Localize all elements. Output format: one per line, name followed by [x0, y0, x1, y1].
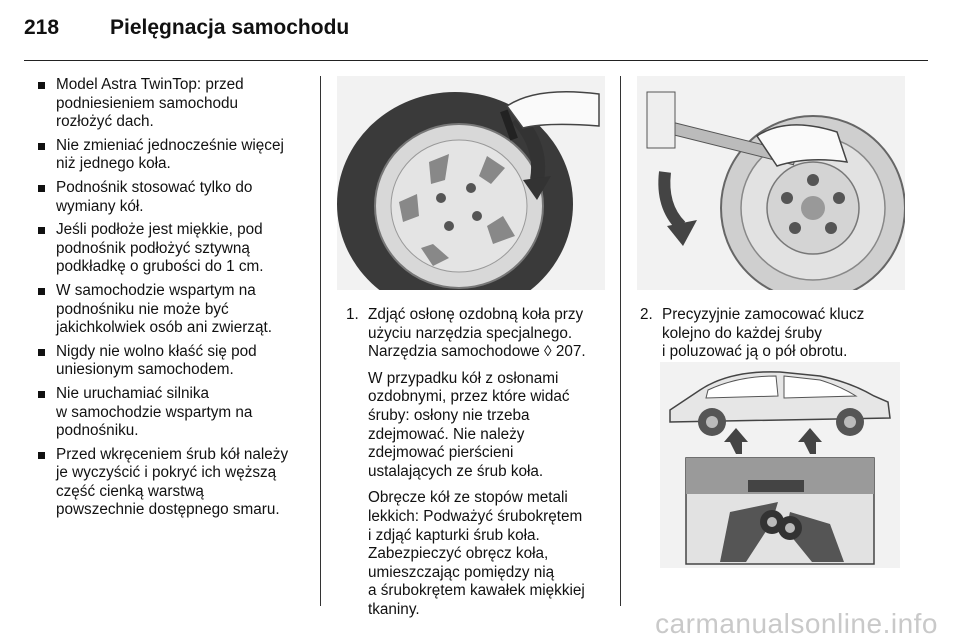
list-item: Podnośnik stosować tylko do wymiany kół. — [36, 179, 310, 216]
list-item: Przed wkręceniem śrub kół należy je wyczyścić i pokryć ich węższą część cienką warstwą powszechnie dostępnego smaru. — [36, 446, 310, 520]
step-1-number: 1. — [346, 306, 359, 323]
bullet-square-icon — [38, 227, 45, 234]
safety-bullet-list — [36, 76, 310, 525]
header-divider — [24, 60, 928, 61]
wrench-wheel-drawing — [637, 76, 905, 290]
bullet-square-icon — [38, 143, 45, 150]
car-jack-drawing — [660, 362, 900, 568]
list-item: Jeśli podłoże jest miękkie, pod podnośnik podłożyć sztywną podkładkę o grubości do 1 cm. — [36, 221, 310, 277]
step-1-paragraph-2: W przypadku kół z osłonami ozdobnymi, przez które widać śruby: osłony nie trzeba zdejmować. Nie należy zdejmować pierścieni ustalających ze śrub koła. — [368, 369, 570, 480]
step-1-paragraph-3: Obręcze kół ze stopów metali lekkich: Podważyć śrubokrętem i zdjąć kapturki śrub koła. Zabezpieczyć obręcz koła, umieszczając pomiędzy nią a śrubokrętem kawałek miękkiej tkaniny. — [368, 489, 585, 618]
bullet-square-icon — [38, 349, 45, 356]
step-2 — [640, 306, 910, 370]
list-item: Nie uruchamiać silnika w samochodzie wspartym na podnośniku. — [36, 385, 310, 441]
list-item: Model Astra TwinTop: przed podniesieniem samochodu rozłożyć dach. — [36, 76, 310, 132]
step-2-text: Precyzyjnie zamocować klucz kolejno do każdej śruby i poluzować ją o pół obrotu. — [662, 306, 865, 361]
column-divider-2 — [620, 76, 621, 606]
list-item: Nigdy nie wolno kłaść się pod uniesionym samochodem. — [36, 343, 310, 380]
step-1 — [346, 306, 606, 628]
step-2-number: 2. — [640, 306, 653, 323]
jack-point-illustration — [660, 362, 900, 568]
step-1-text: Zdjąć osłonę ozdobną koła przy użyciu narzędzia specjalnego. Narzędzia samochodowe ◊ 207. — [368, 306, 586, 361]
wheel-cover-drawing — [337, 76, 605, 290]
bullet-square-icon — [38, 82, 45, 89]
list-item: W samochodzie wspartym na podnośniku nie może być jakichkolwiek osób ani zwierząt. — [36, 282, 310, 338]
bullet-square-icon — [38, 185, 45, 192]
wrench-loosening-illustration — [637, 76, 905, 290]
watermark: carmanualsonline.info — [655, 608, 938, 639]
page-title: Pielęgnacja samochodu — [110, 16, 350, 39]
page-number: 218 — [24, 16, 60, 39]
list-item: Nie zmieniać jednocześnie więcej niż jednego koła. — [36, 137, 310, 174]
page-header — [24, 16, 936, 46]
bullet-square-icon — [38, 452, 45, 459]
wheel-cover-illustration — [337, 76, 605, 290]
bullet-square-icon — [38, 391, 45, 398]
column-divider-1 — [320, 76, 321, 606]
bullet-square-icon — [38, 288, 45, 295]
